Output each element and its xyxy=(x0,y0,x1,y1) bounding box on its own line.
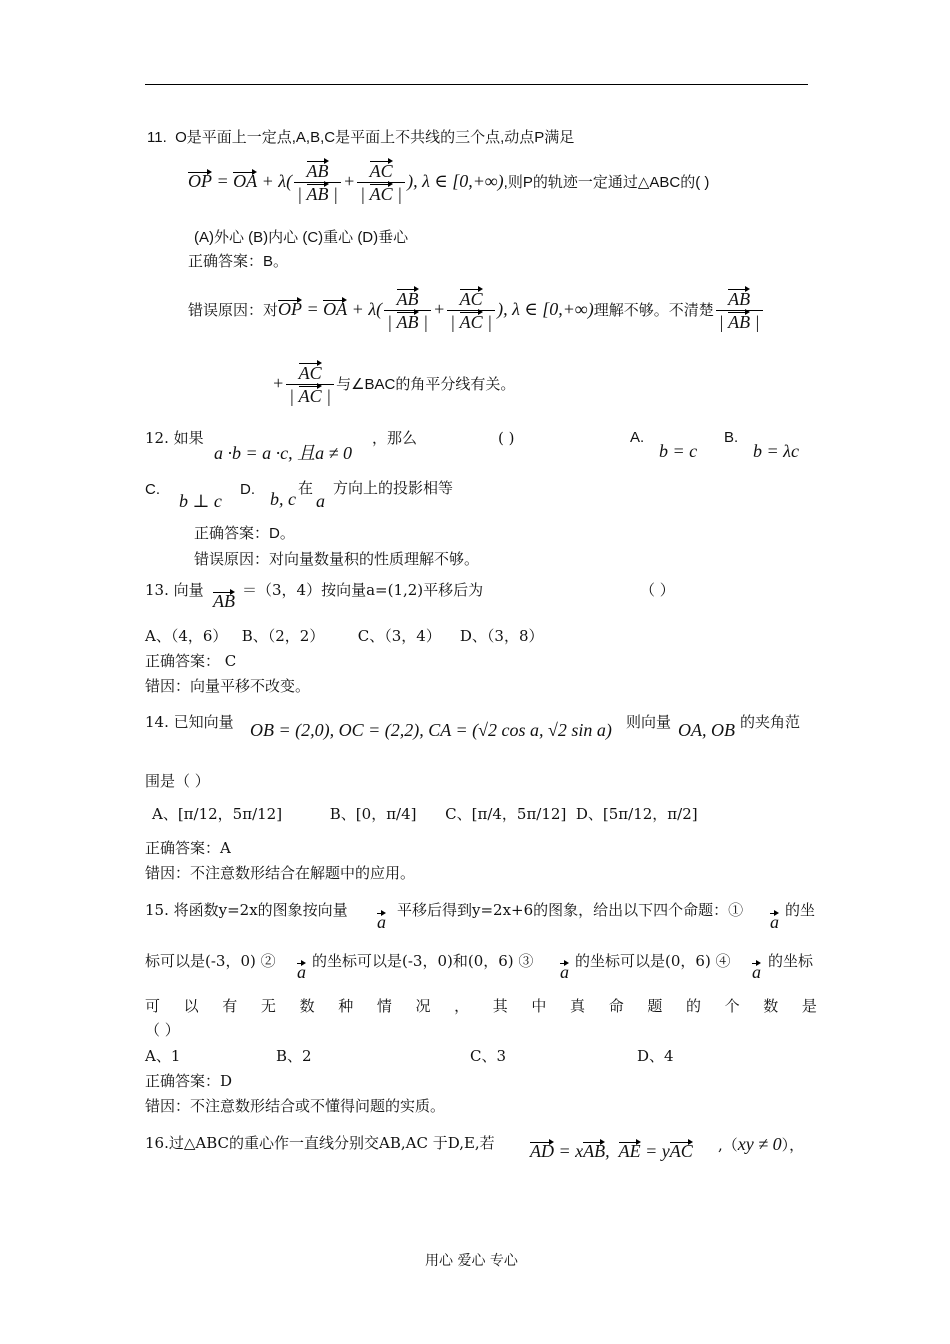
q12-optA: b = c xyxy=(659,441,698,461)
q12-optD-math: b, c xyxy=(270,489,296,509)
q12-optD-label: D. xyxy=(240,481,255,498)
q12-optC-label: C. xyxy=(145,481,160,498)
q15-optB: B、2 xyxy=(276,1047,312,1065)
q14-line2: 围是（ ） xyxy=(145,772,210,790)
q14-reason: 错因：不注意数形结合在解题中的应用。 xyxy=(145,864,416,882)
q15-line3: 可 以 有 无 数 种 情 况 ， 其 中 真 命 题 的 个 数 是 xyxy=(145,997,817,1015)
q15-line1-b: 平移后得到y=2x+6的图象，给出以下四个命题：① xyxy=(397,901,744,919)
q12-optD-text2: 方向上的投影相等 xyxy=(333,479,454,497)
q12-condition: a ·b = a ·c, 且a ≠ 0 xyxy=(214,443,353,463)
q15-line2-a: 标可以是(-3，0) ② xyxy=(145,952,276,970)
q13-options: A、（4，6） B、（2，2） C、（3，4） D、（3，8） xyxy=(145,627,544,645)
q13-vector-AB: AB xyxy=(213,591,235,611)
page-footer: 用心 爱心 专心 xyxy=(425,1253,518,1269)
q12-optC: b ⊥ c xyxy=(179,491,222,511)
q11-answer: 正确答案：B。 xyxy=(188,253,289,270)
q13-answer: 正确答案： C xyxy=(145,652,237,670)
q13-stem: 13. 向量 xyxy=(145,581,204,599)
q15-vector-a-2: a xyxy=(770,912,779,932)
q12-optD-vector-a: a xyxy=(316,491,325,511)
q14-stem-mid: 则向量 xyxy=(626,713,672,731)
q15-vector-a-5: a xyxy=(752,962,761,982)
q11-reason-cont: + $\frac{AC}{| AC |}$ 与∠BAC的角平分线有关。 xyxy=(272,363,516,406)
q14-answer: 正确答案：A xyxy=(145,839,231,857)
q15-line1-c: 的坐 xyxy=(785,901,816,919)
q11-options: (A)外心 (B)内心 (C)重心 (D)垂心 xyxy=(194,229,409,246)
q13-reason: 错因：向量平移不改变。 xyxy=(145,677,311,695)
q12-paren: ( ) xyxy=(498,429,515,447)
q15-line1: 15. 将函数y=2x的图象按向量 xyxy=(145,901,348,919)
q16-vectors: AD = xAB, AE = yAC xyxy=(530,1141,693,1161)
q12-optB-label: B. xyxy=(724,429,739,446)
q11-reason: 错误原因：对OP = OA + λ( $\frac{AB}{| AB |}$ + $\frac{AC}{| AC |}$ ), λ ∈ [0,+∞)理解不够。不清楚 $\frac{AB}{| AB |}$ xyxy=(188,288,765,333)
q16-tail: ,（xy ≠ 0）， xyxy=(718,1134,805,1154)
q16-stem: 16.过△ABC的重心作一直线分别交AB,AC 于D,E,若 xyxy=(145,1134,495,1152)
q15-vector-a-4: a xyxy=(560,962,569,982)
q11-formula: OP = OA + λ( $\frac{AB}{| AB |}$ + $\frac{AC}{| AC |}$ ), λ ∈ [0,+∞),则P的轨迹一定通过△ABC的( ) xyxy=(188,161,710,204)
q12-answer: 正确答案：D。 xyxy=(194,525,295,542)
q11-stem: 11. O是平面上一定点,A,B,C是平面上不共线的三个点,动点P满足 xyxy=(147,129,575,146)
q15-optC: C、3 xyxy=(470,1047,507,1065)
q12-reason: 错误原因：对向量数量积的性质理解不够。 xyxy=(194,551,480,568)
q12-optA-label: A. xyxy=(630,429,645,446)
q12-optB: b = λc xyxy=(753,441,799,461)
q14-stem-end: 的夹角范 xyxy=(740,713,801,731)
q13-paren: （ ） xyxy=(640,581,675,599)
q15-answer: 正确答案：D xyxy=(145,1072,233,1090)
q15-line2-b: 的坐标可以是(-3，0)和(0，6) ③ xyxy=(312,952,534,970)
q14-options: A、[π/12，5π/12] B、[0，π/4] C、[π/4，5π/12] D、[5π/12，π/2] xyxy=(152,805,698,823)
q14-vectors2: OA, OB xyxy=(678,720,735,740)
q15-vector-a-1: a xyxy=(377,912,386,932)
q15-reason: 错因：不注意数形结合或不懂得问题的实质。 xyxy=(145,1097,446,1115)
q12-stem: 12. 如果 xyxy=(145,429,204,447)
q15-line2-c: 的坐标可以是(0，6) ④ xyxy=(575,952,731,970)
q13-stem-suffix: ＝（3，4）按向量a=(1,2)平移后为 xyxy=(242,581,484,599)
q12-stem-suffix: ，那么 xyxy=(372,429,418,447)
q12-optD-text1: 在 xyxy=(298,479,314,497)
q14-stem: 14. 已知向量 xyxy=(145,713,234,731)
q15-optD: D、4 xyxy=(637,1047,674,1065)
q14-vectors: OB = (2,0), OC = (2,2), CA = (√2 cos a, √2 sin a) xyxy=(250,720,612,740)
q15-vector-a-3: a xyxy=(297,962,306,982)
header-rule xyxy=(145,84,808,85)
q15-paren: （ ） xyxy=(145,1021,180,1039)
q15-line2-d: 的坐标 xyxy=(768,952,814,970)
q15-optA: A、1 xyxy=(145,1047,181,1065)
